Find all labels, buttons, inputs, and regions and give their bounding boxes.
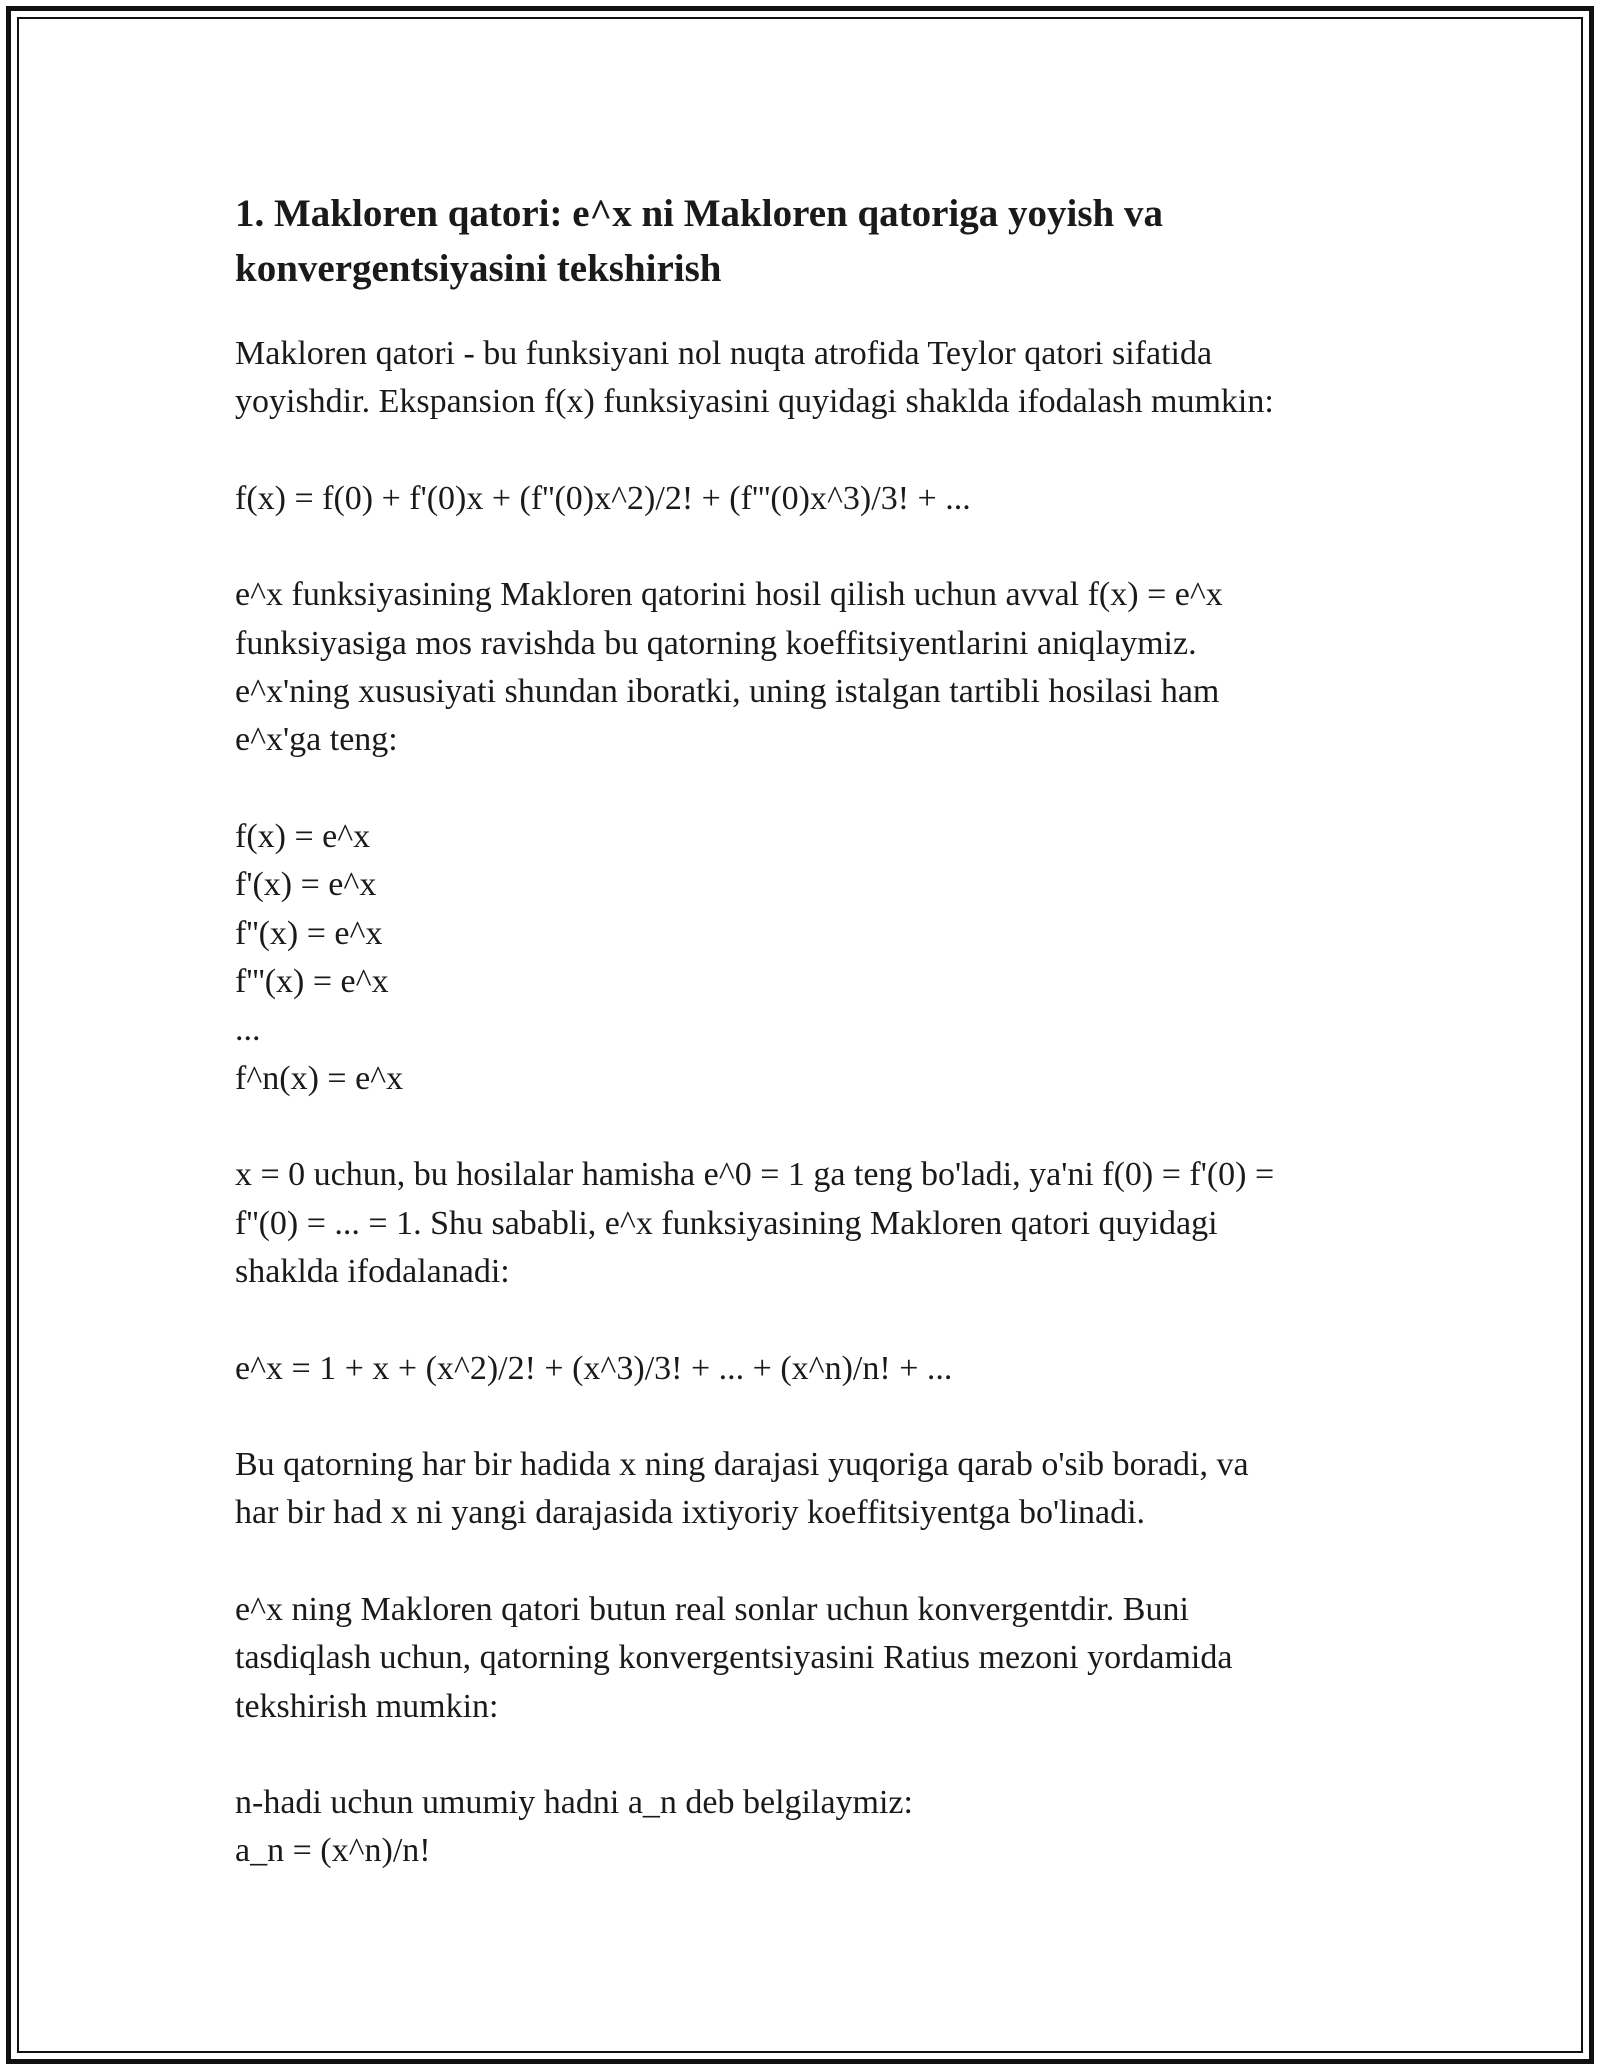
text-line: tasdiqlash uchun, qatorning konvergentsiyasini Ratius mezoni yordamida	[235, 1639, 1233, 1677]
text-line: e^x'ga teng:	[235, 721, 398, 759]
formula-exp-series	[235, 1345, 1395, 1393]
text-line: Makloren qatori - bu funksiyani nol nuqta atrofida Teylor qatori sifatida	[235, 335, 1213, 372]
formula-line: e^x = 1 + x + (x^2)/2! + (x^3)/3! + ... + (x^n)/n! + ...	[235, 1349, 953, 1387]
paragraph-evaluation	[235, 1151, 1395, 1296]
formula-line: f(x) = e^x	[235, 817, 371, 855]
formula-line: ...	[235, 1011, 261, 1049]
text-line: Bu qatorning har bir hadida x ning darajasi yuqoriga qarab o'sib boradi, va	[235, 1445, 1249, 1483]
paragraph-convergence	[235, 1586, 1395, 1731]
formula-line: a_n = (x^n)/n!	[235, 1832, 431, 1870]
text-line: x = 0 uchun, bu hosilalar hamisha e^0 = 1 ga teng bo'ladi, ya'ni f(0) = f'(0) =	[235, 1156, 1275, 1194]
document-body	[235, 186, 1395, 1924]
text-line: yoyishdir. Ekspansion f(x) funksiyasini quyidagi shaklda ifodalash mumkin:	[235, 383, 1274, 421]
formula-line: f'''(x) = e^x	[235, 963, 389, 1001]
section-title	[235, 186, 1395, 296]
text-line: f''(0) = ... = 1. Shu sababli, e^x funksiyasining Makloren qatori quyidagi	[235, 1204, 1218, 1242]
text-line: shaklda ifodalanadi:	[235, 1253, 510, 1291]
paragraph-derivatives-intro	[235, 571, 1395, 765]
section-title-line: konvergentsiyasini tekshirish	[235, 247, 722, 290]
text-line: e^x'ning xususiyati shundan iboratki, uning istalgan tartibli hosilasi ham	[235, 673, 1220, 711]
formula-line: f(x) = f(0) + f'(0)x + (f''(0)x^2)/2! + (f'''(0)x^3)/3! + ...	[235, 479, 971, 517]
text-line: n-hadi uchun umumiy hadni a_n deb belgilaymiz:	[235, 1783, 913, 1821]
formula-line: f'(x) = e^x	[235, 866, 377, 904]
paragraph-general-term	[235, 1779, 1395, 1876]
section-title-line: 1. Makloren qatori: e^x ni Makloren qatoriga yoyish va	[235, 192, 1163, 235]
formula-general-series	[235, 475, 1395, 523]
paragraph-term-growth	[235, 1441, 1395, 1538]
text-line: har bir had x ni yangi darajasida ixtiyoriy koeffitsiyentga bo'linadi.	[235, 1494, 1146, 1532]
text-line: tekshirish mumkin:	[235, 1687, 499, 1725]
text-line: e^x funksiyasining Makloren qatorini hosil qilish uchun avval f(x) = e^x	[235, 576, 1223, 614]
formula-line: f^n(x) = e^x	[235, 1059, 404, 1097]
text-line: e^x ning Makloren qatori butun real sonlar uchun konvergentdir. Buni	[235, 1590, 1189, 1628]
text-line: funksiyasiga mos ravishda bu qatorning koeffitsiyentlarini aniqlaymiz.	[235, 624, 1197, 662]
derivatives-list	[235, 813, 1395, 1103]
paragraph-intro	[235, 330, 1395, 427]
formula-line: f''(x) = e^x	[235, 914, 383, 952]
